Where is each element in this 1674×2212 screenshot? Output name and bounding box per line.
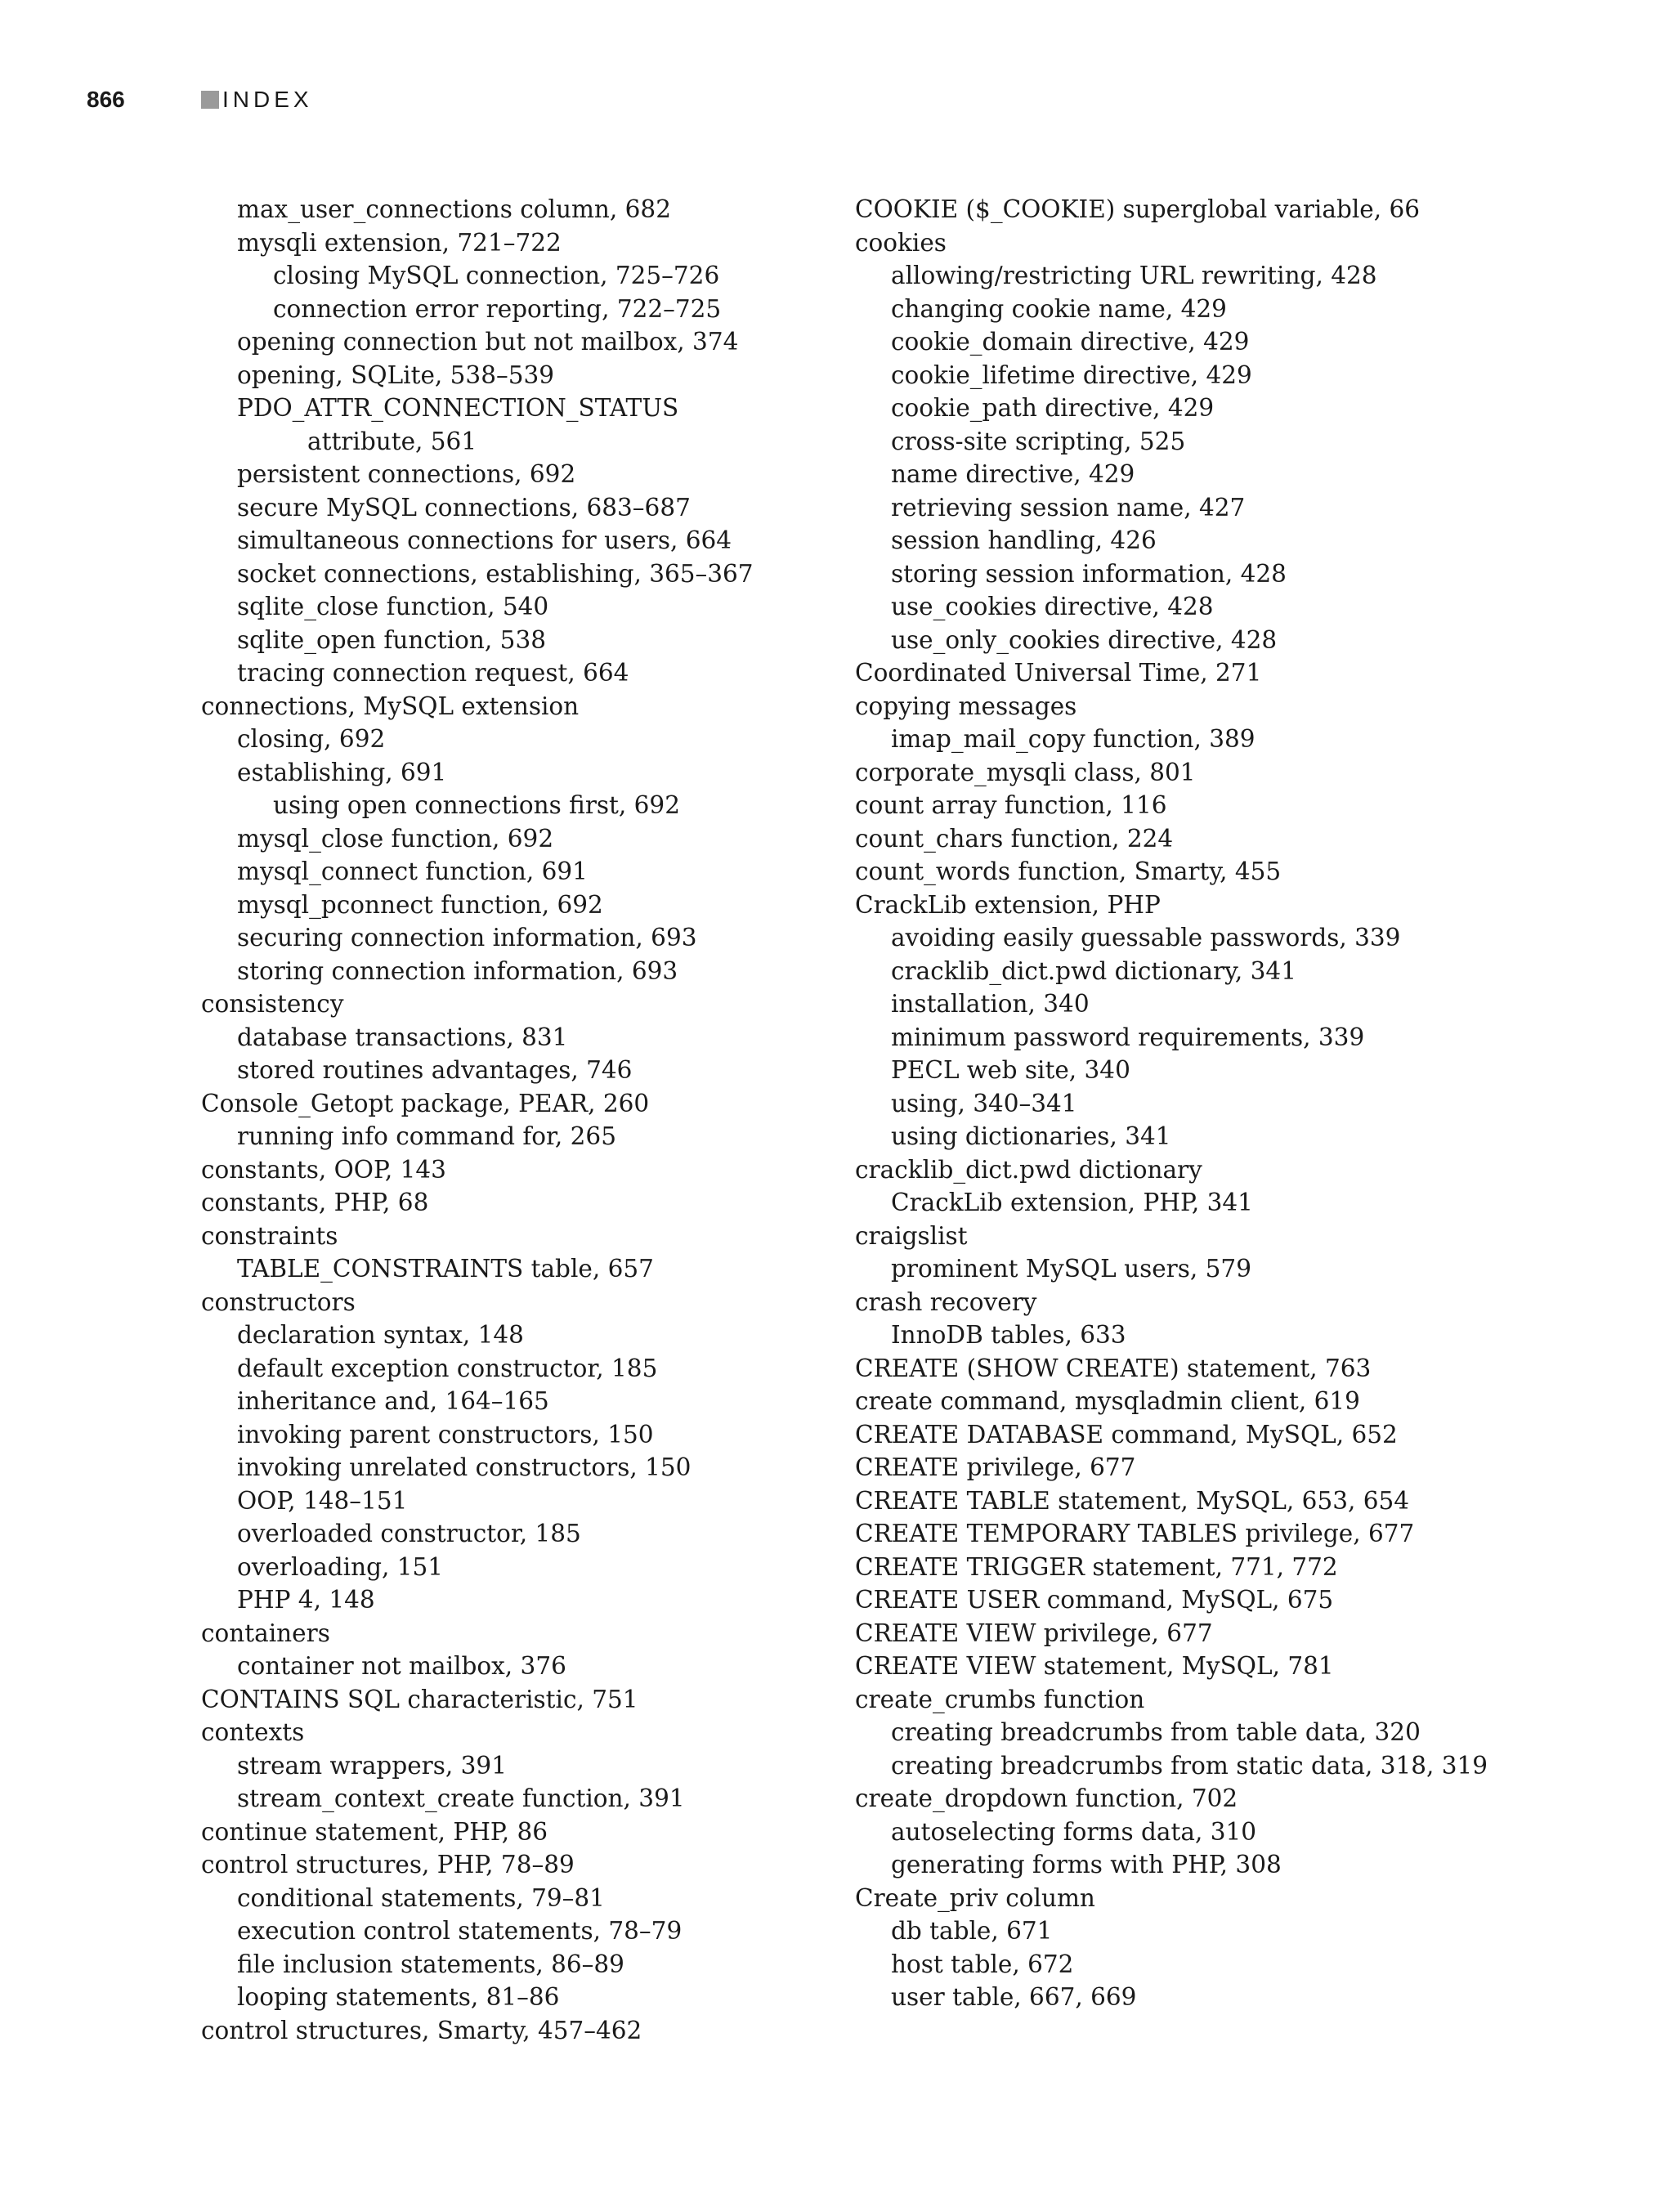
index-subentry: conditional statements, 79–81 xyxy=(237,1883,605,1912)
index-entry: connections, MySQL extension xyxy=(201,692,580,720)
index-subentry: socket connections, establishing, 365–367 xyxy=(237,559,754,588)
index-subentry: use_only_cookies directive, 428 xyxy=(891,625,1278,654)
index-subentry: overloaded constructor, 185 xyxy=(237,1520,581,1547)
index-subentry: allowing/restricting URL rewriting, 428 xyxy=(891,262,1377,289)
index-subentry: stream wrappers, 391 xyxy=(237,1751,507,1780)
index-column-right xyxy=(855,193,1509,2014)
index-subentry: cookie_path directive, 429 xyxy=(891,394,1215,422)
index-entry: CREATE (SHOW CREATE) statement, 763 xyxy=(855,1354,1372,1382)
index-entry: continue statement, PHP, 86 xyxy=(201,1817,548,1846)
index-subentry: name directive, 429 xyxy=(891,460,1135,488)
index-subentry: execution control statements, 78–79 xyxy=(237,1917,683,1945)
index-subentry: CrackLib extension, PHP, 341 xyxy=(891,1189,1253,1216)
index-subentry: sqlite_open function, 538 xyxy=(237,625,546,654)
index-subentry: PECL web site, 340 xyxy=(891,1056,1130,1084)
index-entry: CREATE USER command, MySQL, 675 xyxy=(855,1586,1334,1614)
index-subentry: establishing, 691 xyxy=(237,758,447,786)
index-subentry: database transactions, 831 xyxy=(237,1023,568,1051)
index-subentry: minimum password requirements, 339 xyxy=(891,1023,1365,1051)
index-column-left xyxy=(201,193,855,2047)
index-subentry: opening connection but not mailbox, 374 xyxy=(237,328,739,356)
index-entry: crash recovery xyxy=(855,1287,1037,1316)
index-entry: create_dropdown function, 702 xyxy=(855,1784,1238,1812)
index-subentry: cracklib_dict.pwd dictionary, 341 xyxy=(891,956,1296,985)
index-subentry: avoiding easily guessable passwords, 339 xyxy=(891,924,1401,952)
index-subentry: PDO_ATTR_CONNECTION_STATUS xyxy=(237,394,679,422)
index-entry: CREATE VIEW privilege, 677 xyxy=(855,1619,1213,1647)
index-entry: constants, PHP, 68 xyxy=(201,1189,429,1216)
index-subentry: using, 340–341 xyxy=(891,1089,1077,1117)
index-entry: COOKIE ($_COOKIE) superglobal variable, 66 xyxy=(855,195,1421,223)
index-subentry: mysql_pconnect function, 692 xyxy=(237,890,603,919)
index-entry: cracklib_dict.pwd dictionary xyxy=(855,1155,1202,1184)
index-entry: craigslist xyxy=(855,1221,968,1250)
index-subentry: using open connections first, 692 xyxy=(273,791,680,819)
index-subentry: default exception constructor, 185 xyxy=(237,1354,658,1382)
index-subentry: looping statements, 81–86 xyxy=(237,1983,560,2011)
index-subentry: overloading, 151 xyxy=(237,1552,444,1581)
index-subentry: attribute, 561 xyxy=(307,427,477,455)
index-subentry: stream_context_create function, 391 xyxy=(237,1784,685,1812)
index-entry: corporate_mysqli class, 801 xyxy=(855,758,1196,786)
index-entry: create_crumbs function xyxy=(855,1685,1145,1713)
index-subentry: retrieving session name, 427 xyxy=(891,493,1246,522)
index-entry: Coordinated Universal Time, 271 xyxy=(855,659,1262,687)
index-entry: count array function, 116 xyxy=(855,791,1167,819)
index-subentry: cookie_domain directive, 429 xyxy=(891,328,1250,356)
index-subentry: OOP, 148–151 xyxy=(237,1486,408,1515)
index-entry: CREATE TEMPORARY TABLES privilege, 677 xyxy=(855,1520,1415,1547)
index-entry: CREATE VIEW statement, MySQL, 781 xyxy=(855,1652,1334,1680)
index-entry: Create_priv column xyxy=(855,1883,1095,1912)
index-entry: constants, OOP, 143 xyxy=(201,1155,446,1184)
index-subentry: simultaneous connections for users, 664 xyxy=(237,526,732,554)
index-subentry: mysqli extension, 721–722 xyxy=(237,228,562,257)
index-subentry: creating breadcrumbs from table data, 320 xyxy=(891,1718,1421,1746)
index-subentry: closing MySQL connection, 725–726 xyxy=(273,262,720,289)
index-subentry: persistent connections, 692 xyxy=(237,460,576,488)
index-subentry: mysql_close function, 692 xyxy=(237,824,554,853)
index-entry: CREATE privilege, 677 xyxy=(855,1453,1136,1481)
running-head xyxy=(87,82,313,118)
index-entry: CREATE DATABASE command, MySQL, 652 xyxy=(855,1420,1398,1449)
section-title: INDEX xyxy=(222,87,313,112)
index-subentry: invoking parent constructors, 150 xyxy=(237,1420,654,1449)
index-entry: CONTAINS SQL characteristic, 751 xyxy=(201,1685,638,1713)
index-subentry: invoking unrelated constructors, 150 xyxy=(237,1453,692,1481)
index-subentry: PHP 4, 148 xyxy=(237,1586,375,1614)
index-subentry: storing connection information, 693 xyxy=(237,956,678,985)
index-subentry: changing cookie name, 429 xyxy=(891,294,1227,323)
index-subentry: generating forms with PHP, 308 xyxy=(891,1851,1282,1878)
index-subentry: installation, 340 xyxy=(891,990,1090,1018)
index-subentry: running info command for, 265 xyxy=(237,1122,616,1150)
index-entry: CREATE TRIGGER statement, 771, 772 xyxy=(855,1552,1338,1581)
index-subentry: prominent MySQL users, 579 xyxy=(891,1255,1251,1283)
index-subentry: use_cookies directive, 428 xyxy=(891,593,1214,620)
index-subentry: connection error reporting, 722–725 xyxy=(273,294,722,323)
index-subentry: autoselecting forms data, 310 xyxy=(891,1817,1257,1846)
index-subentry: session handling, 426 xyxy=(891,526,1157,554)
index-subentry: opening, SQLite, 538–539 xyxy=(237,360,555,389)
index-subentry: InnoDB tables, 633 xyxy=(891,1321,1126,1349)
index-entry: count_words function, Smarty, 455 xyxy=(855,857,1282,885)
index-subentry: inheritance and, 164–165 xyxy=(237,1387,549,1415)
index-subentry: using dictionaries, 341 xyxy=(891,1122,1171,1150)
index-entry: control structures, Smarty, 457–462 xyxy=(201,2016,642,2044)
index-subentry: container not mailbox, 376 xyxy=(237,1652,566,1680)
index-entry: contexts xyxy=(201,1718,305,1746)
index-entry: Console_Getopt package, PEAR, 260 xyxy=(201,1089,650,1117)
index-subentry: host table, 672 xyxy=(891,1950,1074,1978)
index-subentry: TABLE_CONSTRAINTS table, 657 xyxy=(237,1255,654,1283)
index-subentry: closing, 692 xyxy=(237,725,386,753)
index-entry: CREATE TABLE statement, MySQL, 653, 654 xyxy=(855,1486,1410,1515)
index-subentry: secure MySQL connections, 683–687 xyxy=(237,493,691,522)
index-entry: containers xyxy=(201,1619,330,1647)
index-entry: control structures, PHP, 78–89 xyxy=(201,1851,575,1878)
index-subentry: storing session information, 428 xyxy=(891,559,1287,588)
index-entry: consistency xyxy=(201,990,344,1018)
index-subentry: creating breadcrumbs from static data, 318, 319 xyxy=(891,1751,1488,1780)
index-subentry: declaration syntax, 148 xyxy=(237,1321,524,1349)
index-entry: count_chars function, 224 xyxy=(855,824,1174,853)
index-entry: CrackLib extension, PHP xyxy=(855,890,1161,919)
index-entry: constructors xyxy=(201,1287,356,1316)
page-number: 866 xyxy=(87,87,125,112)
index-subentry: imap_mail_copy function, 389 xyxy=(891,725,1256,753)
index-subentry: sqlite_close function, 540 xyxy=(237,593,549,620)
index-subentry: cross-site scripting, 525 xyxy=(891,427,1186,455)
index-subentry: stored routines advantages, 746 xyxy=(237,1056,633,1084)
index-subentry: tracing connection request, 664 xyxy=(237,659,629,687)
index-subentry: cookie_lifetime directive, 429 xyxy=(891,360,1252,389)
section-marker-icon xyxy=(201,91,219,109)
index-subentry: securing connection information, 693 xyxy=(237,924,697,952)
index-subentry: db table, 671 xyxy=(891,1917,1053,1945)
index-entry: create command, mysqladmin client, 619 xyxy=(855,1387,1360,1415)
index-subentry: max_user_connections column, 682 xyxy=(237,195,671,223)
index-entry: cookies xyxy=(855,228,947,257)
index-subentry: user table, 667, 669 xyxy=(891,1983,1137,2011)
index-entry: copying messages xyxy=(855,692,1077,720)
index-subentry: mysql_connect function, 691 xyxy=(237,857,588,885)
index-subentry: file inclusion statements, 86–89 xyxy=(237,1950,624,1978)
index-entry: constraints xyxy=(201,1221,338,1250)
